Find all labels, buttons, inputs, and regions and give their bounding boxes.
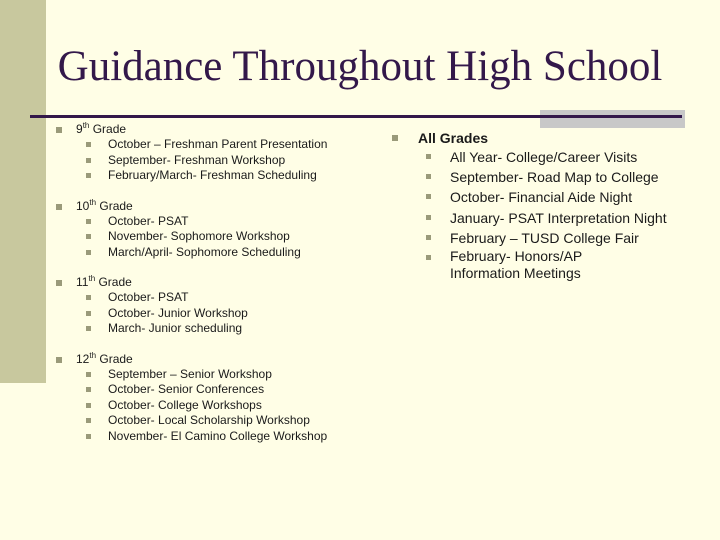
- grade-heading: 10th Grade: [56, 199, 386, 214]
- list-item: September- Road Map to College: [392, 167, 692, 187]
- square-bullet-icon: [86, 158, 91, 163]
- list-item: October- Junior Workshop: [56, 306, 386, 322]
- list-item: September- Freshman Workshop: [56, 153, 386, 169]
- list-item: November- El Camino College Workshop: [56, 429, 386, 445]
- square-bullet-icon: [426, 255, 431, 260]
- square-bullet-icon: [56, 357, 62, 363]
- list-item: October- College Workshops: [56, 398, 386, 414]
- square-bullet-icon: [86, 142, 91, 147]
- grade-section-11: [56, 275, 386, 337]
- list-item: February – TUSD College Fair: [392, 228, 692, 248]
- grade-heading: 12th Grade: [56, 352, 386, 367]
- square-bullet-icon: [86, 372, 91, 377]
- square-bullet-icon: [56, 280, 62, 286]
- grade-section-10: [56, 199, 386, 261]
- square-bullet-icon: [86, 295, 91, 300]
- grade-section-12: [56, 352, 386, 445]
- grade-heading: 11th Grade: [56, 275, 386, 290]
- square-bullet-icon: [426, 194, 431, 199]
- list-item: All Year- College/Career Visits: [392, 147, 692, 167]
- square-bullet-icon: [86, 387, 91, 392]
- square-bullet-icon: [86, 311, 91, 316]
- square-bullet-icon: [86, 434, 91, 439]
- square-bullet-icon: [86, 326, 91, 331]
- right-column: [392, 129, 692, 282]
- title-rule: [30, 115, 682, 118]
- list-item: February- Honors/AP Information Meetings: [392, 248, 692, 282]
- list-item: November- Sophomore Workshop: [56, 229, 386, 245]
- list-item: March/April- Sophomore Scheduling: [56, 245, 386, 261]
- list-item: October- PSAT: [56, 214, 386, 230]
- square-bullet-icon: [426, 174, 431, 179]
- square-bullet-icon: [86, 403, 91, 408]
- square-bullet-icon: [86, 250, 91, 255]
- list-item: October – Freshman Parent Presentation: [56, 137, 386, 153]
- list-item: October- PSAT: [56, 290, 386, 306]
- list-item: February/March- Freshman Scheduling: [56, 168, 386, 184]
- square-bullet-icon: [86, 418, 91, 423]
- all-grades-heading: All Grades: [392, 129, 692, 147]
- square-bullet-icon: [86, 219, 91, 224]
- square-bullet-icon: [56, 127, 62, 133]
- square-bullet-icon: [56, 204, 62, 210]
- list-item: September – Senior Workshop: [56, 367, 386, 383]
- square-bullet-icon: [426, 154, 431, 159]
- slide-title: Guidance Throughout High School: [57, 43, 663, 90]
- square-bullet-icon: [86, 234, 91, 239]
- list-item: October- Local Scholarship Workshop: [56, 413, 386, 429]
- list-item: March- Junior scheduling: [56, 321, 386, 337]
- title-rule-accent: [540, 110, 685, 128]
- square-bullet-icon: [392, 135, 398, 141]
- grade-heading: 9th Grade: [56, 122, 386, 137]
- square-bullet-icon: [426, 215, 431, 220]
- list-item: October- Senior Conferences: [56, 382, 386, 398]
- list-item: January- PSAT Interpretation Night: [392, 208, 692, 228]
- left-column: [56, 122, 386, 444]
- list-item: October- Financial Aide Night: [392, 187, 692, 207]
- grade-section-9: [56, 122, 386, 184]
- square-bullet-icon: [426, 235, 431, 240]
- square-bullet-icon: [86, 173, 91, 178]
